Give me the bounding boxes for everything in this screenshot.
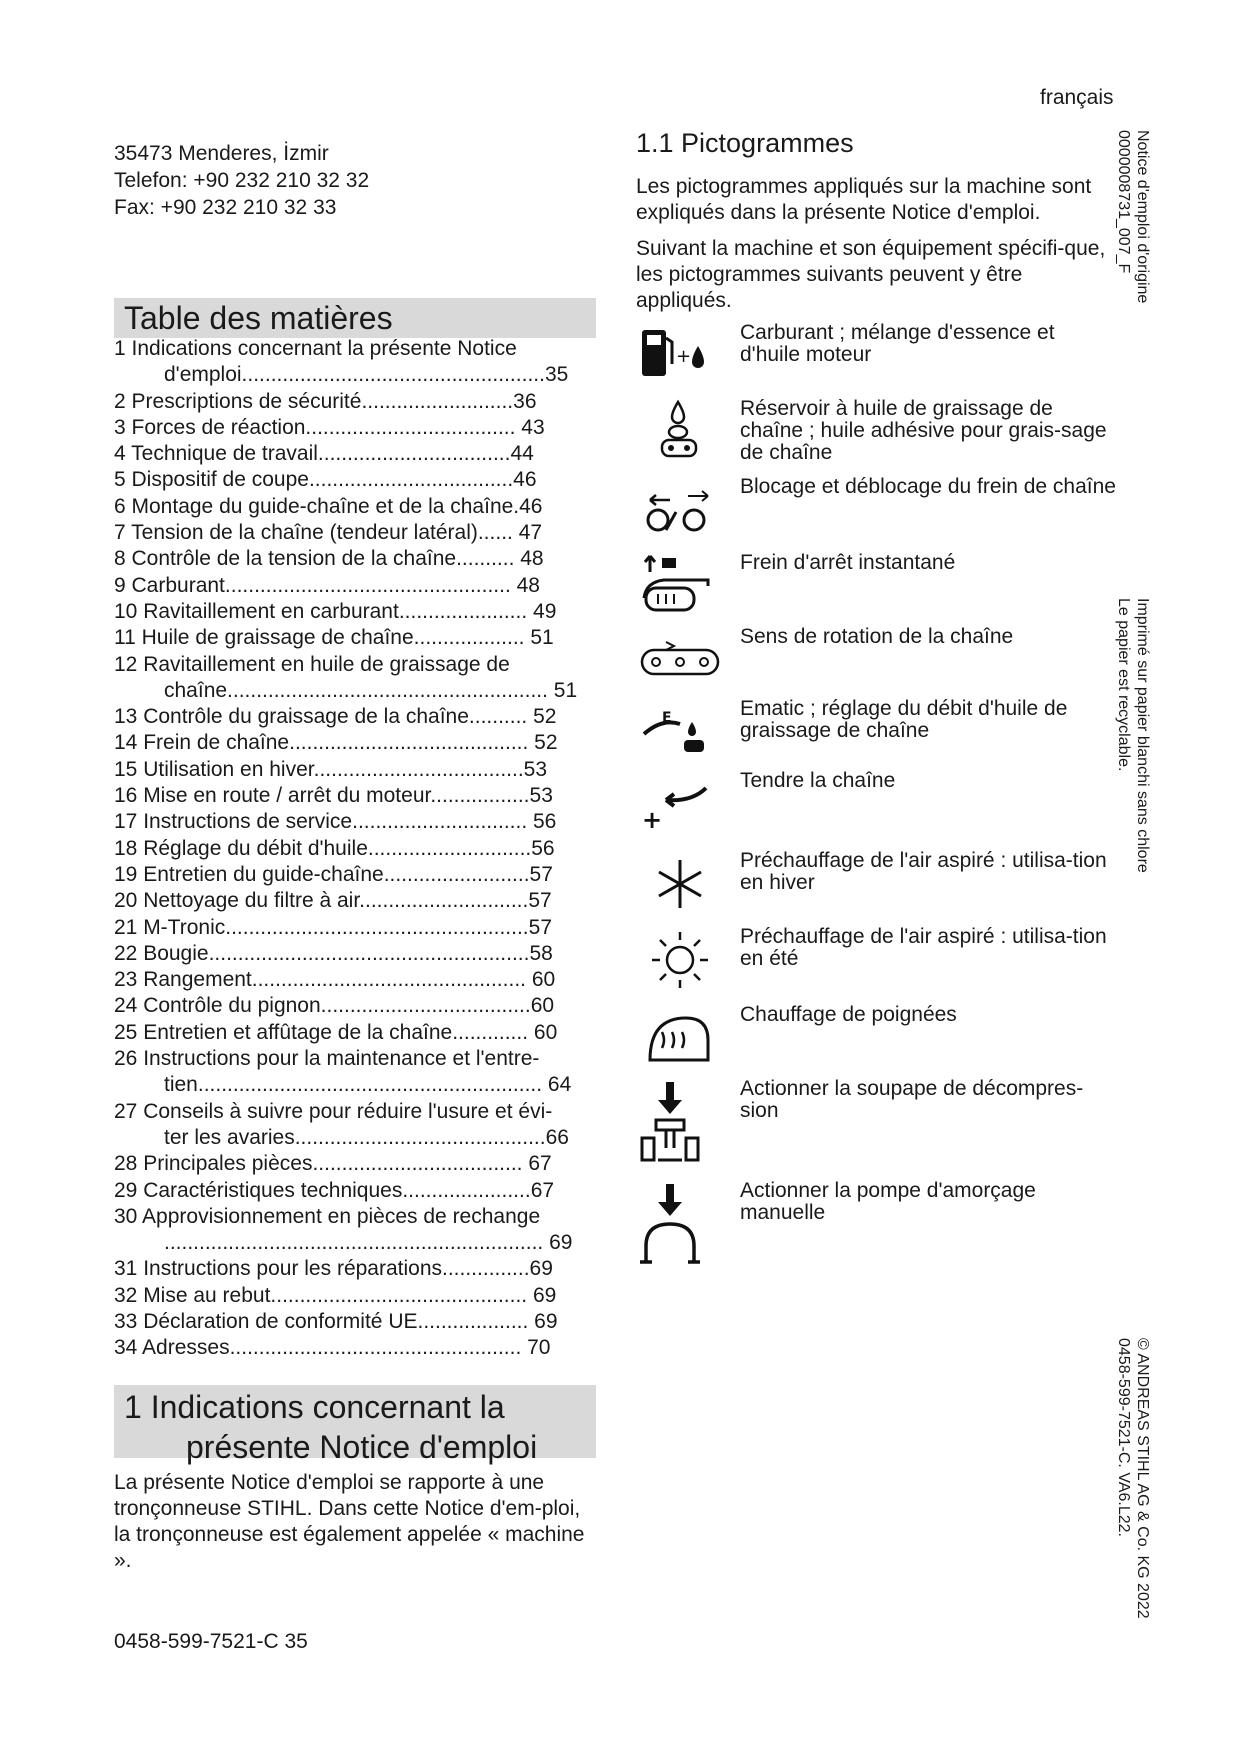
toc-item (114, 441, 600, 467)
toc-item-text: 24 Contrôle du pignon....................................60 (114, 994, 555, 1018)
toc-item (114, 520, 600, 546)
pictogram-label: Actionner la pompe d'amorçage manuelle (740, 1179, 1036, 1224)
toc-item-text: 23 Rangement............................................... 60 (114, 968, 556, 992)
toc-item-text: 8 Contrôle de la tension de la chaîne.......... 48 (114, 547, 544, 571)
toc-item-text: 9 Carburant................................................. 48 (114, 573, 540, 597)
toc-item-text: 7 Tension de la chaîne (tendeur latéral)...... 47 (114, 521, 543, 545)
toc-item-text: 33 Déclaration de conformité UE................... 69 (114, 1309, 558, 1333)
chain-brake-icon (636, 476, 722, 542)
toc-item-text: 27 Conseils à suivre pour réduire l'usure et évi- (114, 1099, 553, 1123)
toc-item (114, 1204, 600, 1257)
toc-item (114, 1178, 600, 1204)
toc-item (114, 941, 600, 967)
ematic-oil-icon (636, 698, 722, 764)
toc-item (114, 809, 600, 835)
toc-item (114, 888, 600, 914)
chain-direction-icon (636, 626, 722, 692)
toc-title: Table des matières (114, 298, 596, 338)
svg-text:+: + (642, 806, 663, 834)
toc-item-continuation: d'emploi....................................................35 (164, 363, 569, 387)
toc-item (114, 1151, 600, 1177)
address-block (114, 140, 369, 221)
toc-item-text: 17 Instructions de service.............................. 56 (114, 810, 557, 834)
toc-item (114, 1309, 600, 1335)
address-city: 35473 Menderes, İzmir (114, 142, 329, 165)
toc-item-text: 2 Prescriptions de sécurité..........................36 (114, 389, 537, 413)
quickstop-icon (636, 552, 722, 618)
toc-item-text: 12 Ravitaillement en huile de graissage de (114, 652, 510, 676)
toc-item (114, 862, 600, 888)
toc-item-text: 25 Entretien et affûtage de la chaîne............. 60 (114, 1020, 558, 1044)
toc-item-text: 20 Nettoyage du filtre à air.............................57 (114, 889, 552, 913)
toc-item (114, 915, 600, 941)
address-phone: Telefon: +90 232 210 32 32 (114, 169, 370, 192)
toc-item-text: 15 Utilisation en hiver....................................53 (114, 757, 548, 781)
side-paper-line2: Le papier est recyclable. (1115, 598, 1132, 772)
toc-item-text: 28 Principales pièces.................................... 67 (114, 1152, 552, 1176)
pictogram-label: Ematic ; réglage du débit d'huile de graissage de chaîne (740, 697, 1068, 742)
snowflake-icon (636, 850, 722, 916)
toc-item-text: 19 Entretien du guide-chaîne.........................57 (114, 862, 553, 886)
toc-item-text: 30 Approvisionnement en pièces de rechange (114, 1204, 541, 1228)
section-title (114, 1385, 596, 1465)
pictogram-label: Sens de rotation de la chaîne (740, 625, 1014, 648)
toc-item (114, 1256, 600, 1282)
toc-item-text: 14 Frein de chaîne......................................... 52 (114, 731, 558, 755)
toc-item (114, 757, 600, 783)
pictogram-label: Réservoir à huile de graissage de chaîne ; huile adhésive pour grais-sage de chaîne (740, 397, 1107, 464)
toc-item (114, 836, 600, 862)
pictogram-label: Frein d'arrêt instantané (740, 551, 956, 574)
side-text-notice (1114, 130, 1152, 303)
decompression-valve-icon (636, 1078, 722, 1168)
svg-text:+: + (676, 346, 692, 367)
pictogram-label: Préchauffage de l'air aspiré : utilisa-tion en hiver (740, 849, 1107, 894)
section-title-line2: présente Notice d'emploi (186, 1429, 538, 1465)
toc-item (114, 336, 600, 389)
address-fax: Fax: +90 232 210 32 33 (114, 196, 337, 219)
pictogram-label: Chauffage de poignées (740, 1003, 957, 1026)
toc-item (114, 1283, 600, 1309)
toc-item-text: 6 Montage du guide-chaîne et de la chaîne.46 (114, 494, 543, 518)
toc-item-text: 26 Instructions pour la maintenance et l'entre- (114, 1047, 540, 1071)
language-label: français (1040, 86, 1114, 109)
toc-item (114, 546, 600, 572)
side-copyright-line1: © ANDREAS STIHL AG & Co. KG 2022 (1134, 1338, 1151, 1619)
toc-item-continuation: ter les avaries...........................................66 (164, 1125, 569, 1149)
toc-item (114, 467, 600, 493)
toc-item (114, 494, 600, 520)
toc-item (114, 993, 600, 1019)
pictograms-intro-2: Suivant la machine et son équipement spécifi-que, les pictogrammes suivants peuvent y être appliqués. (636, 237, 1106, 312)
toc-item-text: 18 Réglage du débit d'huile............................56 (114, 836, 555, 860)
chain-oil-tank-icon (636, 398, 722, 464)
page-number: 0458-599-7521-C 35 (114, 1630, 308, 1653)
toc-item (114, 573, 600, 599)
side-copyright-line2: 0458-599-7521-C. VA6.L22. (1115, 1338, 1132, 1537)
toc-item (114, 389, 600, 415)
toc-item-text: 34 Adresses.................................................. 70 (114, 1336, 551, 1360)
side-text-copyright (1114, 1338, 1152, 1619)
side-notice-line1: Notice d'emploi d'origine (1134, 130, 1151, 304)
toc-item (114, 599, 600, 625)
pictogram-label: Blocage et déblocage du frein de chaîne (740, 475, 1116, 498)
toc-item (114, 1020, 600, 1046)
toc-item (114, 783, 600, 809)
toc-item-text: 1 Indications concernant la présente Notice (114, 337, 517, 360)
table-of-contents (114, 336, 600, 1362)
toc-item (114, 625, 600, 651)
toc-item-continuation: chaîne....................................................... 51 (164, 678, 578, 702)
toc-item-continuation: tien........................................................... 64 (164, 1073, 572, 1097)
sun-icon (636, 926, 722, 992)
pictograms-intro-1: Les pictogrammes appliqués sur la machine sont expliqués dans la présente Notice d'emploi. (636, 175, 1092, 224)
toc-item (114, 652, 600, 705)
toc-item (114, 415, 600, 441)
section-body: La présente Notice d'emploi se rapporte à une tronçonneuse STIHL. Dans cette Notice d'em-ploi, la tronçonneuse est également appelée « machine ». (114, 1471, 585, 1572)
pictogram-label: Actionner la soupape de décompres-sion (740, 1077, 1084, 1122)
toc-item (114, 704, 600, 730)
heated-handle-icon (636, 1004, 722, 1070)
svg-text:E: E (662, 710, 672, 726)
toc-item (114, 967, 600, 993)
toc-item-text: 5 Dispositif de coupe...................................46 (114, 468, 537, 492)
toc-item-text: 22 Bougie.......................................................58 (114, 941, 553, 965)
toc-item-text: 31 Instructions pour les réparations...............69 (114, 1257, 553, 1281)
toc-item-text: 29 Caractéristiques techniques......................67 (114, 1178, 555, 1202)
toc-item (114, 730, 600, 756)
toc-item-text: 13 Contrôle du graissage de la chaîne.......... 52 (114, 705, 557, 729)
fuel-pump-icon (636, 322, 722, 388)
toc-item-text: 16 Mise en route / arrêt du moteur.................53 (114, 784, 553, 808)
toc-item-continuation: ................................................................. 69 (164, 1231, 573, 1255)
toc-item (114, 1335, 600, 1361)
side-notice-line2: 0000008731_007_F (1115, 130, 1132, 274)
toc-item (114, 1046, 600, 1099)
section-title-line1: 1 Indications concernant la (124, 1389, 505, 1425)
toc-item-text: 10 Ravitaillement en carburant...................... 49 (114, 599, 557, 623)
primer-pump-icon (636, 1180, 722, 1270)
toc-item-text: 32 Mise au rebut............................................ 69 (114, 1283, 557, 1307)
side-text-paper (1114, 598, 1152, 873)
pictogram-label: Préchauffage de l'air aspiré : utilisa-tion en été (740, 925, 1107, 970)
side-paper-line1: Imprimé sur papier blanchi sans chlore (1134, 598, 1151, 873)
pictograms-heading: 1.1 Pictogrammes (636, 128, 854, 158)
tension-chain-icon (636, 770, 722, 836)
toc-item-text: 21 M-Tronic....................................................57 (114, 915, 552, 939)
pictogram-label: Tendre la chaîne (740, 769, 896, 792)
toc-item-text: 3 Forces de réaction.................................... 43 (114, 415, 545, 439)
toc-item-text: 11 Huile de graissage de chaîne................... 51 (114, 626, 554, 650)
pictogram-label: Carburant ; mélange d'essence et d'huile moteur (740, 321, 1055, 366)
toc-item-text: 4 Technique de travail.................................44 (114, 442, 534, 466)
toc-item (114, 1099, 600, 1152)
